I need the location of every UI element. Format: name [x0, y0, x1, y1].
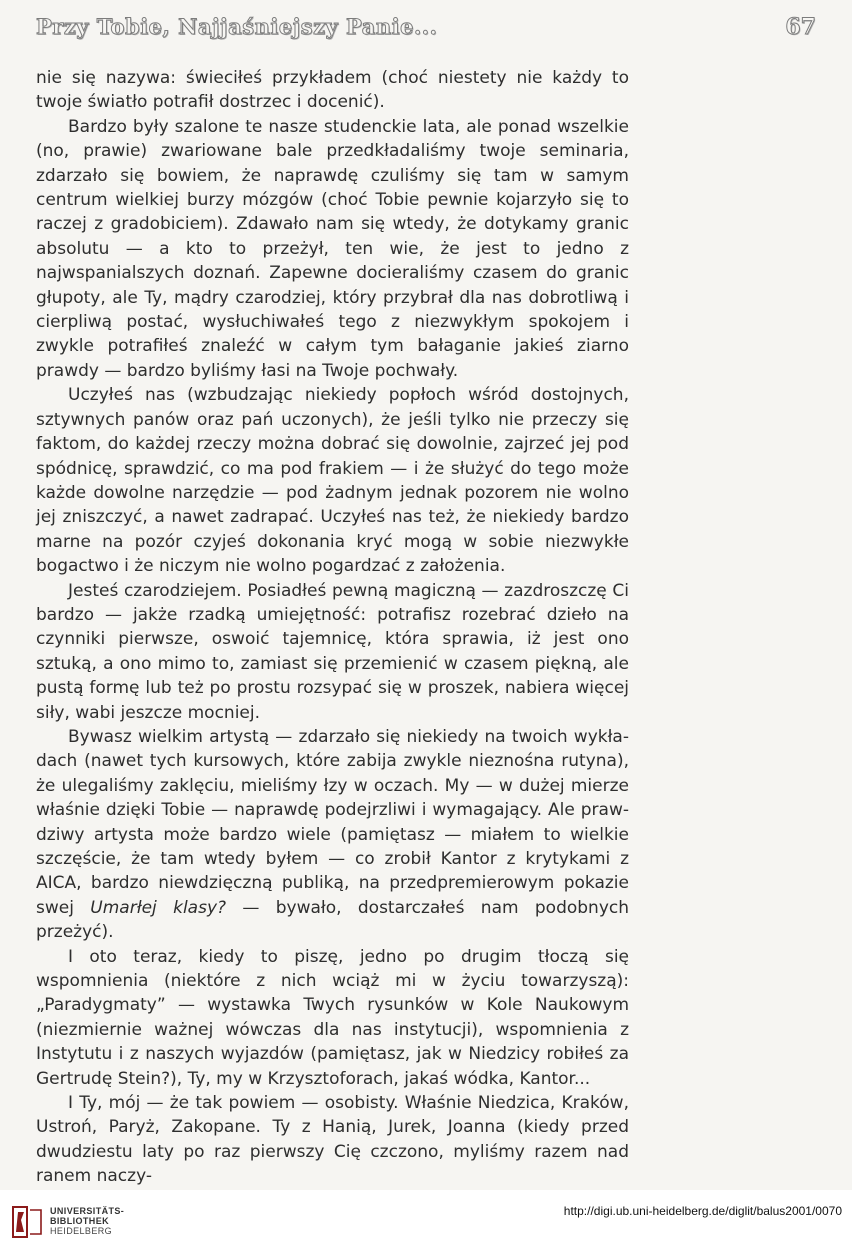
paragraph-5 — [36, 725, 629, 945]
library-line-1: UNIVERSITÄTS- — [50, 1206, 125, 1216]
running-head — [36, 14, 816, 48]
paragraph-7: I Ty, mój — że tak powiem — osobisty. Właśnie Niedzica, Kraków, Ustroń, Paryż, Zakopane. Ty z Hanią, Jurek, Joanna (kiedy przed dwudziestu laty po raz pierwszy Cię czczono, myliśmy razem nad ranem naczy- — [36, 1093, 629, 1187]
university-seal-icon — [10, 1204, 44, 1240]
paragraph-5-text-before: Bywasz wielkim artystą — zdarzało się niekiedy na twoich wykładach (nawet tych kursowych, które zabija zwykle nieznośna rutyna), że ulegaliśmy zaklęciu, mieliśmy łzy w oczach. My — w dużej mierze właśnie dzięki Tobie — naprawdę podejrzliwi i wymagający. Ale prawdziwy artysta może bardzo wiele (pamiętasz — miałem to wielkie szczęście, że tam wtedy byłem — co zrobił Kantor z krytykami z AICA, bardzo niewdzięczną publiką, na przedpremierowym pokazie swej — [36, 726, 629, 918]
footer-bar — [0, 1190, 852, 1253]
source-url-link[interactable]: http://digi.ub.uni-heidelberg.de/diglit/balus2001/0070 — [563, 1204, 842, 1218]
body-text — [36, 66, 629, 1189]
italic-title: Umarłej klasy? — [90, 897, 227, 918]
paragraph-1: nie się nazywa: świeciłeś przykładem (choć niestety nie każdy to twoje światło potrafił dostrzec i docenić). — [36, 68, 629, 113]
paragraph-2: Bardzo były szalone te nasze studenckie lata, ale ponad wszelkie (no, prawie) zwariowane bale przedkładaliśmy twoje seminaria, zdarzało się bowiem, że naprawdę czuliśmy się tam w samym centrum wielkiej burzy mózgów (choć Tobie pewnie kojarzyło się to raczej z gradobiciem). Zdawało nam się wtedy, że dotykamy granic absolutu — a kto to przeżył, ten wie, że jest to jedno z najwspanialszych doznań. Zapewne docieraliśmy czasem do granic głupoty, ale Ty, mądry czarodziej, który przybrał dla nas dobrotliwą i cierpliwą postać, wysłuchiwałeś tego z niezwykłym spokojem i zwykle potrafiłeś znaleźć w całym tym bałaganie jakieś ziarno prawdy — bardzo byliśmy łasi na Twoje pochwały. — [36, 116, 629, 381]
paragraph-4: Jesteś czarodziejem. Posiadłeś pewną magiczną — zazdroszczę Ci bardzo — jakże rzadką umiejętność: potrafisz rozebrać dzieło na czynniki pierwsze, oswoić tajemnicę, która sprawia, iż jest ono sztuką, a ono mimo to, zamiast się przemienić w czasem piękną, ale pustą formę lub też po prostu rozsypać się w proszek, nabiera więcej siły, wabi jeszcze mocniej. — [36, 580, 629, 723]
paragraph-5-text-after: — bywało, dostarczałeś nam podobnych przeżyć). — [36, 897, 630, 943]
running-title: Przy Tobie, Najjaśniejszy Panie... — [36, 14, 438, 39]
library-line-2: BIBLIOTHEK — [50, 1216, 109, 1226]
library-line-3: HEIDELBERG — [50, 1226, 113, 1236]
library-name — [50, 1206, 124, 1236]
paragraph-3: Uczyłeś nas (wzbudzając niekiedy popłoch wśród dostojnych, sztywnych panów oraz pań uczonych), że jeśli tylko nie przeczy się faktom, do każdej rzeczy można dobrać się dowolnie, zajrzeć jej pod spódnicę, sprawdzić, co ma pod frakiem — i że służyć do tego może każde dowolne narzędzie — pod żadnym jednak pozorem nie wolno jej zniszczyć, a nawet zadrapać. Uczyłeś nas też, że niekiedy bardzo marne na pozór czyjeś dokonania kryć mogą w sobie niezwykłe bogactwo i że niczym nie wolno pogardzać z założenia. — [36, 385, 629, 577]
paragraph-6: I oto teraz, kiedy to piszę, jedno po drugim tłoczą się wspomnienia (niektóre z nich wciąż mi w życiu towarzyszą): „Paradygmaty” — wystawka Twych rysunków w Kole Naukowym (niezmiernie ważnej wówczas dla nas instytucji), wspomnienia z Instytutu i z naszych wyjazdów (pamiętasz, jak w Niedzicy robiłeś za Gertrudę Stein?), Ty, my w Krzysztoforach, jakaś wódka, Kantor... — [36, 946, 629, 1089]
page-number: 67 — [785, 14, 816, 40]
